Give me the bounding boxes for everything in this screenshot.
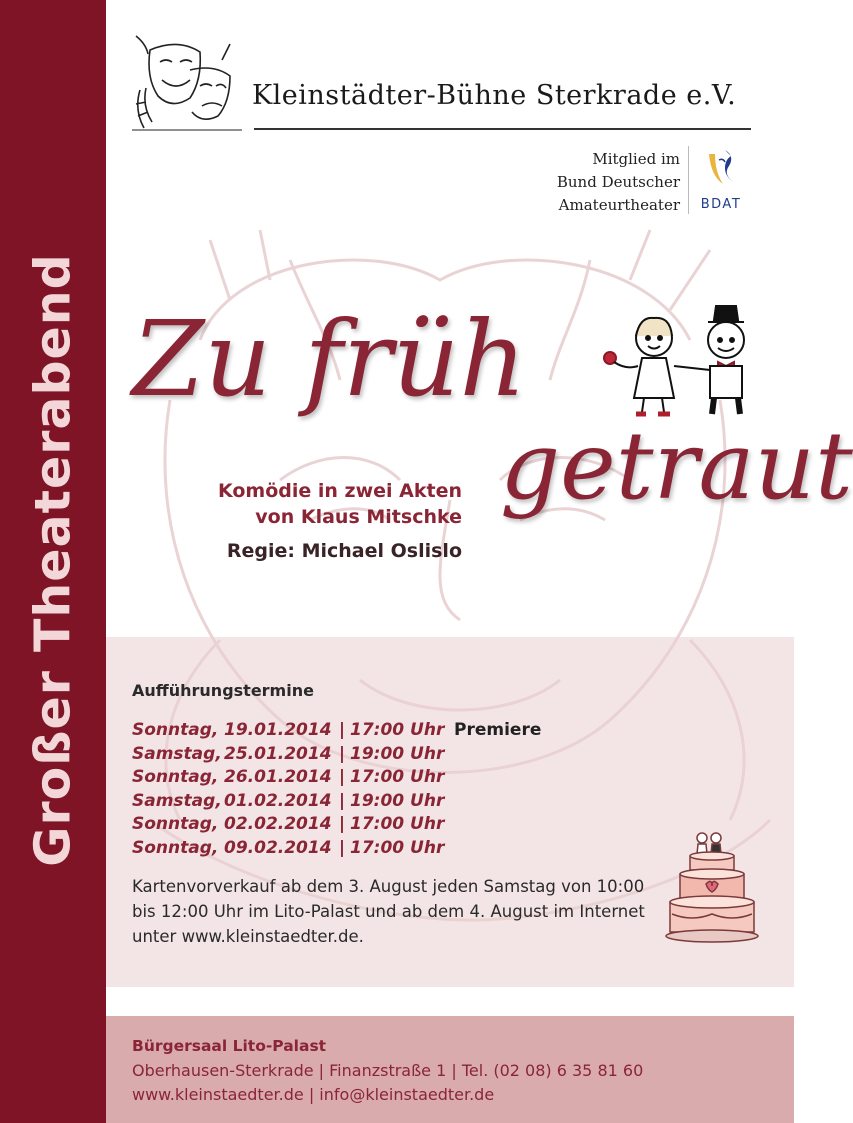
venue-address: Oberhausen-Sterkrade | Finanzstraße 1 | Tel. (02 08) 6 35 81 60 bbox=[132, 1061, 644, 1080]
date-day: Sonntag, bbox=[132, 837, 219, 858]
premiere-label: Premiere bbox=[454, 720, 542, 740]
date-value: 25.01.2014 bbox=[224, 743, 332, 764]
date-day: Sonntag, bbox=[132, 720, 219, 740]
date-time: 19:00 Uhr bbox=[350, 743, 445, 764]
presale-info: Kartenvorverkauf ab dem 3. August jeden Samstag von 10:00 bis 12:00 Uhr im Lito-Palast und ab dem 4. August im Internet unter www.kleinstaedter.de. bbox=[132, 877, 645, 946]
author-line: von Klaus Mitschke bbox=[255, 506, 462, 528]
membership-line-3: Amateurtheater bbox=[558, 196, 680, 214]
performance-date-row bbox=[132, 720, 541, 744]
performance-date-row bbox=[132, 838, 541, 862]
date-separator: | bbox=[338, 790, 346, 811]
date-time: 17:00 Uhr bbox=[350, 720, 445, 740]
bdat-label: BDAT bbox=[700, 197, 742, 212]
venue-contact-links[interactable]: www.kleinstaedter.de | info@kleinstaedter.de bbox=[132, 1085, 495, 1104]
performance-dates-heading: Aufführungstermine bbox=[132, 681, 314, 700]
date-value: 26.01.2014 bbox=[224, 767, 332, 787]
performance-date-row bbox=[132, 814, 541, 838]
date-day: Sonntag, bbox=[132, 814, 219, 834]
performance-date-row bbox=[132, 791, 541, 815]
date-value: 19.01.2014 bbox=[224, 720, 332, 740]
venue-name: Bürgersaal Lito-Palast bbox=[132, 1037, 327, 1055]
date-time: 17:00 Uhr bbox=[350, 767, 445, 787]
sidebar bbox=[0, 0, 106, 1123]
date-separator: | bbox=[338, 720, 346, 740]
performance-date-row bbox=[132, 767, 541, 791]
date-time: 17:00 Uhr bbox=[350, 837, 445, 858]
play-title-line-2: getraut bbox=[500, 412, 853, 521]
date-value: 09.02.2014 bbox=[224, 837, 332, 858]
date-separator: | bbox=[338, 767, 346, 787]
performance-date-list bbox=[132, 720, 541, 861]
date-value: 01.02.2014 bbox=[224, 790, 332, 811]
performance-date-row bbox=[132, 744, 541, 768]
header-divider bbox=[254, 128, 751, 130]
play-title-line-1: Zu früh bbox=[132, 298, 527, 420]
sidebar-title: Großer Theaterabend bbox=[24, 253, 82, 867]
membership-line-2: Bund Deutscher bbox=[556, 173, 680, 191]
bdat-mask-icon bbox=[689, 146, 753, 196]
wedding-cake-illustration bbox=[664, 826, 760, 948]
director-credit: Regie: Michael Oslislo bbox=[226, 540, 462, 562]
date-day: Samstag, bbox=[132, 743, 222, 764]
organization-name: Kleinstädter-Bühne Sterkrade e.V. bbox=[252, 80, 737, 111]
theater-masks-logo bbox=[130, 30, 245, 135]
date-value: 02.02.2014 bbox=[224, 814, 332, 834]
play-subtitle bbox=[218, 478, 462, 530]
genre-line: Komödie in zwei Akten bbox=[217, 480, 462, 502]
date-day: Sonntag, bbox=[132, 767, 219, 787]
membership-text bbox=[557, 148, 680, 217]
date-separator: | bbox=[338, 814, 346, 834]
bdat-logo bbox=[688, 146, 753, 214]
bride-and-groom-illustration bbox=[596, 306, 756, 422]
date-separator: | bbox=[338, 837, 346, 858]
date-time: 19:00 Uhr bbox=[350, 790, 445, 811]
date-time: 17:00 Uhr bbox=[350, 814, 445, 834]
membership-line-1: Mitglied im bbox=[592, 150, 680, 168]
date-day: Samstag, bbox=[132, 790, 222, 811]
date-separator: | bbox=[338, 743, 346, 764]
